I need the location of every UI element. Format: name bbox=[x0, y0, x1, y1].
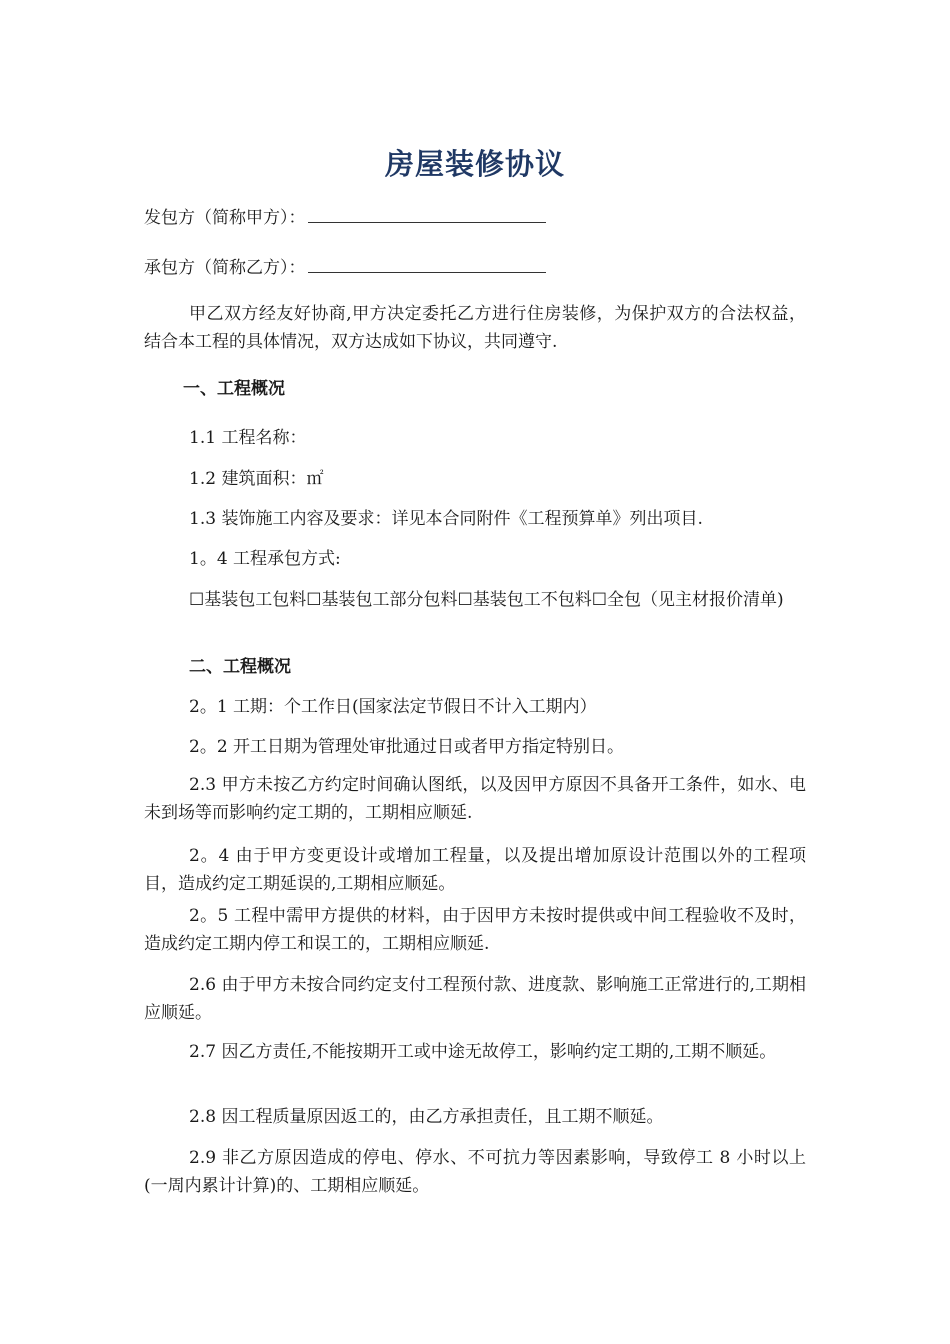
item-2-5: 2。5 工程中需甲方提供的材料，由于因甲方未按时提供或中间工程验收不及时，造成约定工期内停工和误工的，工期相应顺延. bbox=[144, 906, 806, 954]
item-1-2: 1.2 建筑面积：㎡ bbox=[189, 469, 324, 489]
item-1-1: 1.1 工程名称： bbox=[189, 428, 307, 448]
item-2-1: 2。1 工期：个工作日(国家法定节假日不计入工期内） bbox=[189, 697, 597, 717]
item-2-7: 2.7 因乙方责任,不能按期开工或中途无故停工，影响约定工期的,工期不顺延。 bbox=[189, 1042, 777, 1062]
item-2-2: 2。2 开工日期为管理处审批通过日或者甲方指定特别日。 bbox=[189, 737, 625, 757]
party-a-line bbox=[144, 204, 546, 230]
section-1-heading: 一、工程概况 bbox=[183, 379, 285, 399]
item-1-4: 1。4 工程承包方式: bbox=[189, 549, 341, 569]
party-a-blank bbox=[308, 204, 546, 223]
section-2-heading: 二、工程概况 bbox=[189, 657, 291, 677]
party-a-label: 发包方（简称甲方）： bbox=[144, 208, 306, 228]
item-2-4: 2。4 由于甲方变更设计或增加工程量，以及提出增加原设计范围以外的工程项目，造成约定工期延误的,工期相应顺延。 bbox=[144, 846, 806, 894]
document-title: 房屋装修协议 bbox=[384, 147, 565, 181]
item-2-6: 2.6 由于甲方未按合同约定支付工程预付款、进度款、影响施工正常进行的,工期相应顺延。 bbox=[144, 975, 806, 1023]
intro-paragraph: 甲乙双方经友好协商,甲方决定委托乙方进行住房装修，为保护双方的合法权益，结合本工程的具体情况，双方达成如下协议，共同遵守. bbox=[144, 304, 806, 352]
item-2-3: 2.3 甲方未按乙方约定时间确认图纸，以及因甲方原因不具备开工条件，如水、电未到场等而影响约定工期的，工期相应顺延. bbox=[144, 775, 806, 823]
party-b-blank bbox=[308, 254, 546, 273]
party-b-label: 承包方（简称乙方）： bbox=[144, 258, 306, 278]
party-b-line bbox=[144, 254, 546, 280]
item-1-3: 1.3 装饰施工内容及要求：详见本合同附件《工程预算单》列出项目. bbox=[189, 509, 703, 529]
item-2-9: 2.9 非乙方原因造成的停电、停水、不可抗力等因素影响，导致停工 8 小时以上(一周内累计计算)的、工期相应顺延。 bbox=[144, 1148, 806, 1196]
item-2-8: 2.8 因工程质量原因返工的，由乙方承担责任，且工期不顺延。 bbox=[189, 1107, 664, 1127]
contract-options: ☐基装包工包料☐基装包工部分包料☐基装包工不包料☐全包（见主材报价清单) bbox=[189, 590, 784, 610]
